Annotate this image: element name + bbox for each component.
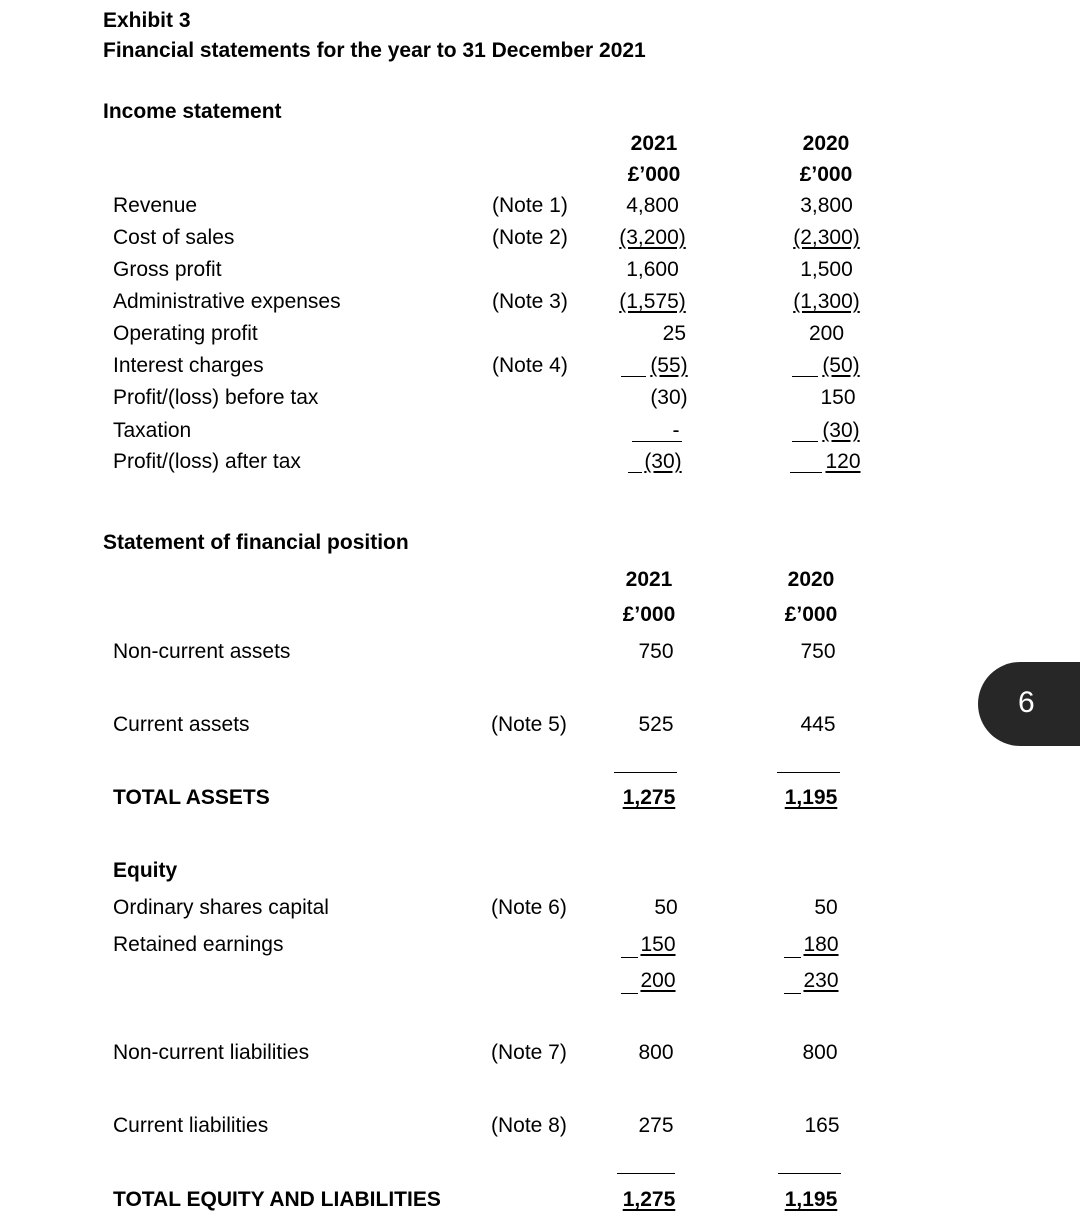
underline-rule [621,993,638,994]
is-row-value-2020: (30) [822,419,860,442]
sofp-total-assets-label: TOTAL ASSETS [113,786,270,809]
sofp-col-2020-unit: £’000 [784,603,838,626]
sofp-total-assets-2020: 1,195 [784,786,838,809]
is-row-label: Interest charges [113,354,264,377]
sofp-non-current-liabilities-label: Non-current liabilities [113,1041,310,1064]
sofp-non-current-liabilities-note: (Note 7) [491,1041,567,1064]
underline-rule [784,993,801,994]
is-row-value-2020: 150 [820,386,856,409]
is-row-value-2021: - [672,419,680,442]
sofp-current-liabilities-2021: 275 [638,1114,674,1137]
sofp-share-capital-2021: 50 [654,896,678,919]
sofp-non-current-assets-2021: 750 [638,640,674,663]
is-col-2021-unit: £’000 [627,163,681,186]
is-row-note: (Note 2) [492,226,568,249]
sofp-non-current-liabilities-2021: 800 [638,1041,674,1064]
is-row-value-2020: (50) [822,354,860,377]
is-row-note: (Note 1) [492,194,568,217]
is-row-label: Cost of sales [113,226,235,249]
is-row-label: Operating profit [113,322,258,345]
sofp-current-assets-note: (Note 5) [491,713,567,736]
underline-rule [621,957,638,958]
sofp-total-equity-liabilities-label: TOTAL EQUITY AND LIABILITIES [113,1188,441,1211]
sofp-col-2021-year: 2021 [625,568,673,591]
is-row-value-2021: 4,800 [626,194,679,217]
sofp-non-current-liabilities-2020: 800 [802,1041,838,1064]
is-row-value-2021: 1,600 [626,258,679,281]
is-row-value-2021: (55) [650,354,688,377]
sofp-retained-earnings-2021: 150 [640,933,676,956]
sofp-current-liabilities-label: Current liabilities [113,1114,269,1137]
underline-rule [790,472,822,473]
page-number-badge[interactable] [978,662,1080,746]
is-row-label: Administrative expenses [113,290,341,313]
is-row-value-2021: (30) [644,450,682,473]
is-row-label: Gross profit [113,258,222,281]
is-row-value-2021: (30) [650,386,688,409]
sofp-current-assets-2020: 445 [800,713,836,736]
sofp-share-capital-2020: 50 [814,896,838,919]
is-row-value-2020: 3,800 [800,194,853,217]
is-row-label: Profit/(loss) before tax [113,386,319,409]
page-title: Financial statements for the year to 31 December 2021 [103,39,646,62]
sofp-heading: Statement of financial position [103,531,409,554]
is-row-label: Profit/(loss) after tax [113,450,301,473]
sofp-retained-earnings-label: Retained earnings [113,933,284,956]
sofp-non-current-assets-2020: 750 [800,640,836,663]
sofp-total-assets-2021: 1,275 [622,786,676,809]
sofp-current-assets-label: Current assets [113,713,250,736]
sofp-total-equity-liabilities-2020: 1,195 [784,1188,838,1211]
sofp-share-capital-note: (Note 6) [491,896,567,919]
income-statement-heading: Income statement [103,100,282,123]
is-row-label: Revenue [113,194,198,217]
subtotal-rule [777,772,840,773]
underline-rule [792,441,818,442]
is-row-value-2020: (2,300) [793,226,860,249]
sofp-non-current-assets-label: Non-current assets [113,640,291,663]
subtotal-rule [617,1173,675,1174]
is-row-label: Taxation [113,419,192,442]
is-col-2021-year: 2021 [630,132,678,155]
underline-rule [628,472,642,473]
sofp-current-assets-2021: 525 [638,713,674,736]
sofp-total-equity-liabilities-2021: 1,275 [622,1188,676,1211]
sofp-current-liabilities-2020: 165 [804,1114,840,1137]
is-row-value-2021: (1,575) [619,290,686,313]
page-number: 6 [1018,686,1035,719]
sofp-retained-earnings-2020: 180 [803,933,839,956]
is-row-note: (Note 4) [492,354,568,377]
subtotal-rule [614,772,677,773]
sofp-share-capital-label: Ordinary shares capital [113,896,329,919]
is-row-value-2020: 1,500 [800,258,853,281]
is-col-2020-year: 2020 [802,132,850,155]
sofp-current-liabilities-note: (Note 8) [491,1114,567,1137]
is-col-2020-unit: £’000 [799,163,853,186]
is-row-note: (Note 3) [492,290,568,313]
sofp-equity-total-2020: 230 [803,969,839,992]
sofp-col-2021-unit: £’000 [622,603,676,626]
underline-rule [784,957,801,958]
is-row-value-2021: 25 [662,322,686,345]
subtotal-rule [778,1173,841,1174]
is-row-value-2020: (1,300) [793,290,860,313]
underline-rule [621,376,646,377]
exhibit-label: Exhibit 3 [103,9,191,32]
is-row-value-2020: 120 [825,450,861,473]
sofp-equity-heading: Equity [113,859,178,882]
is-row-value-2020: 200 [808,322,845,345]
is-row-value-2021: (3,200) [619,226,686,249]
sofp-col-2020-year: 2020 [787,568,835,591]
sofp-equity-total-2021: 200 [640,969,676,992]
underline-rule [792,376,818,377]
